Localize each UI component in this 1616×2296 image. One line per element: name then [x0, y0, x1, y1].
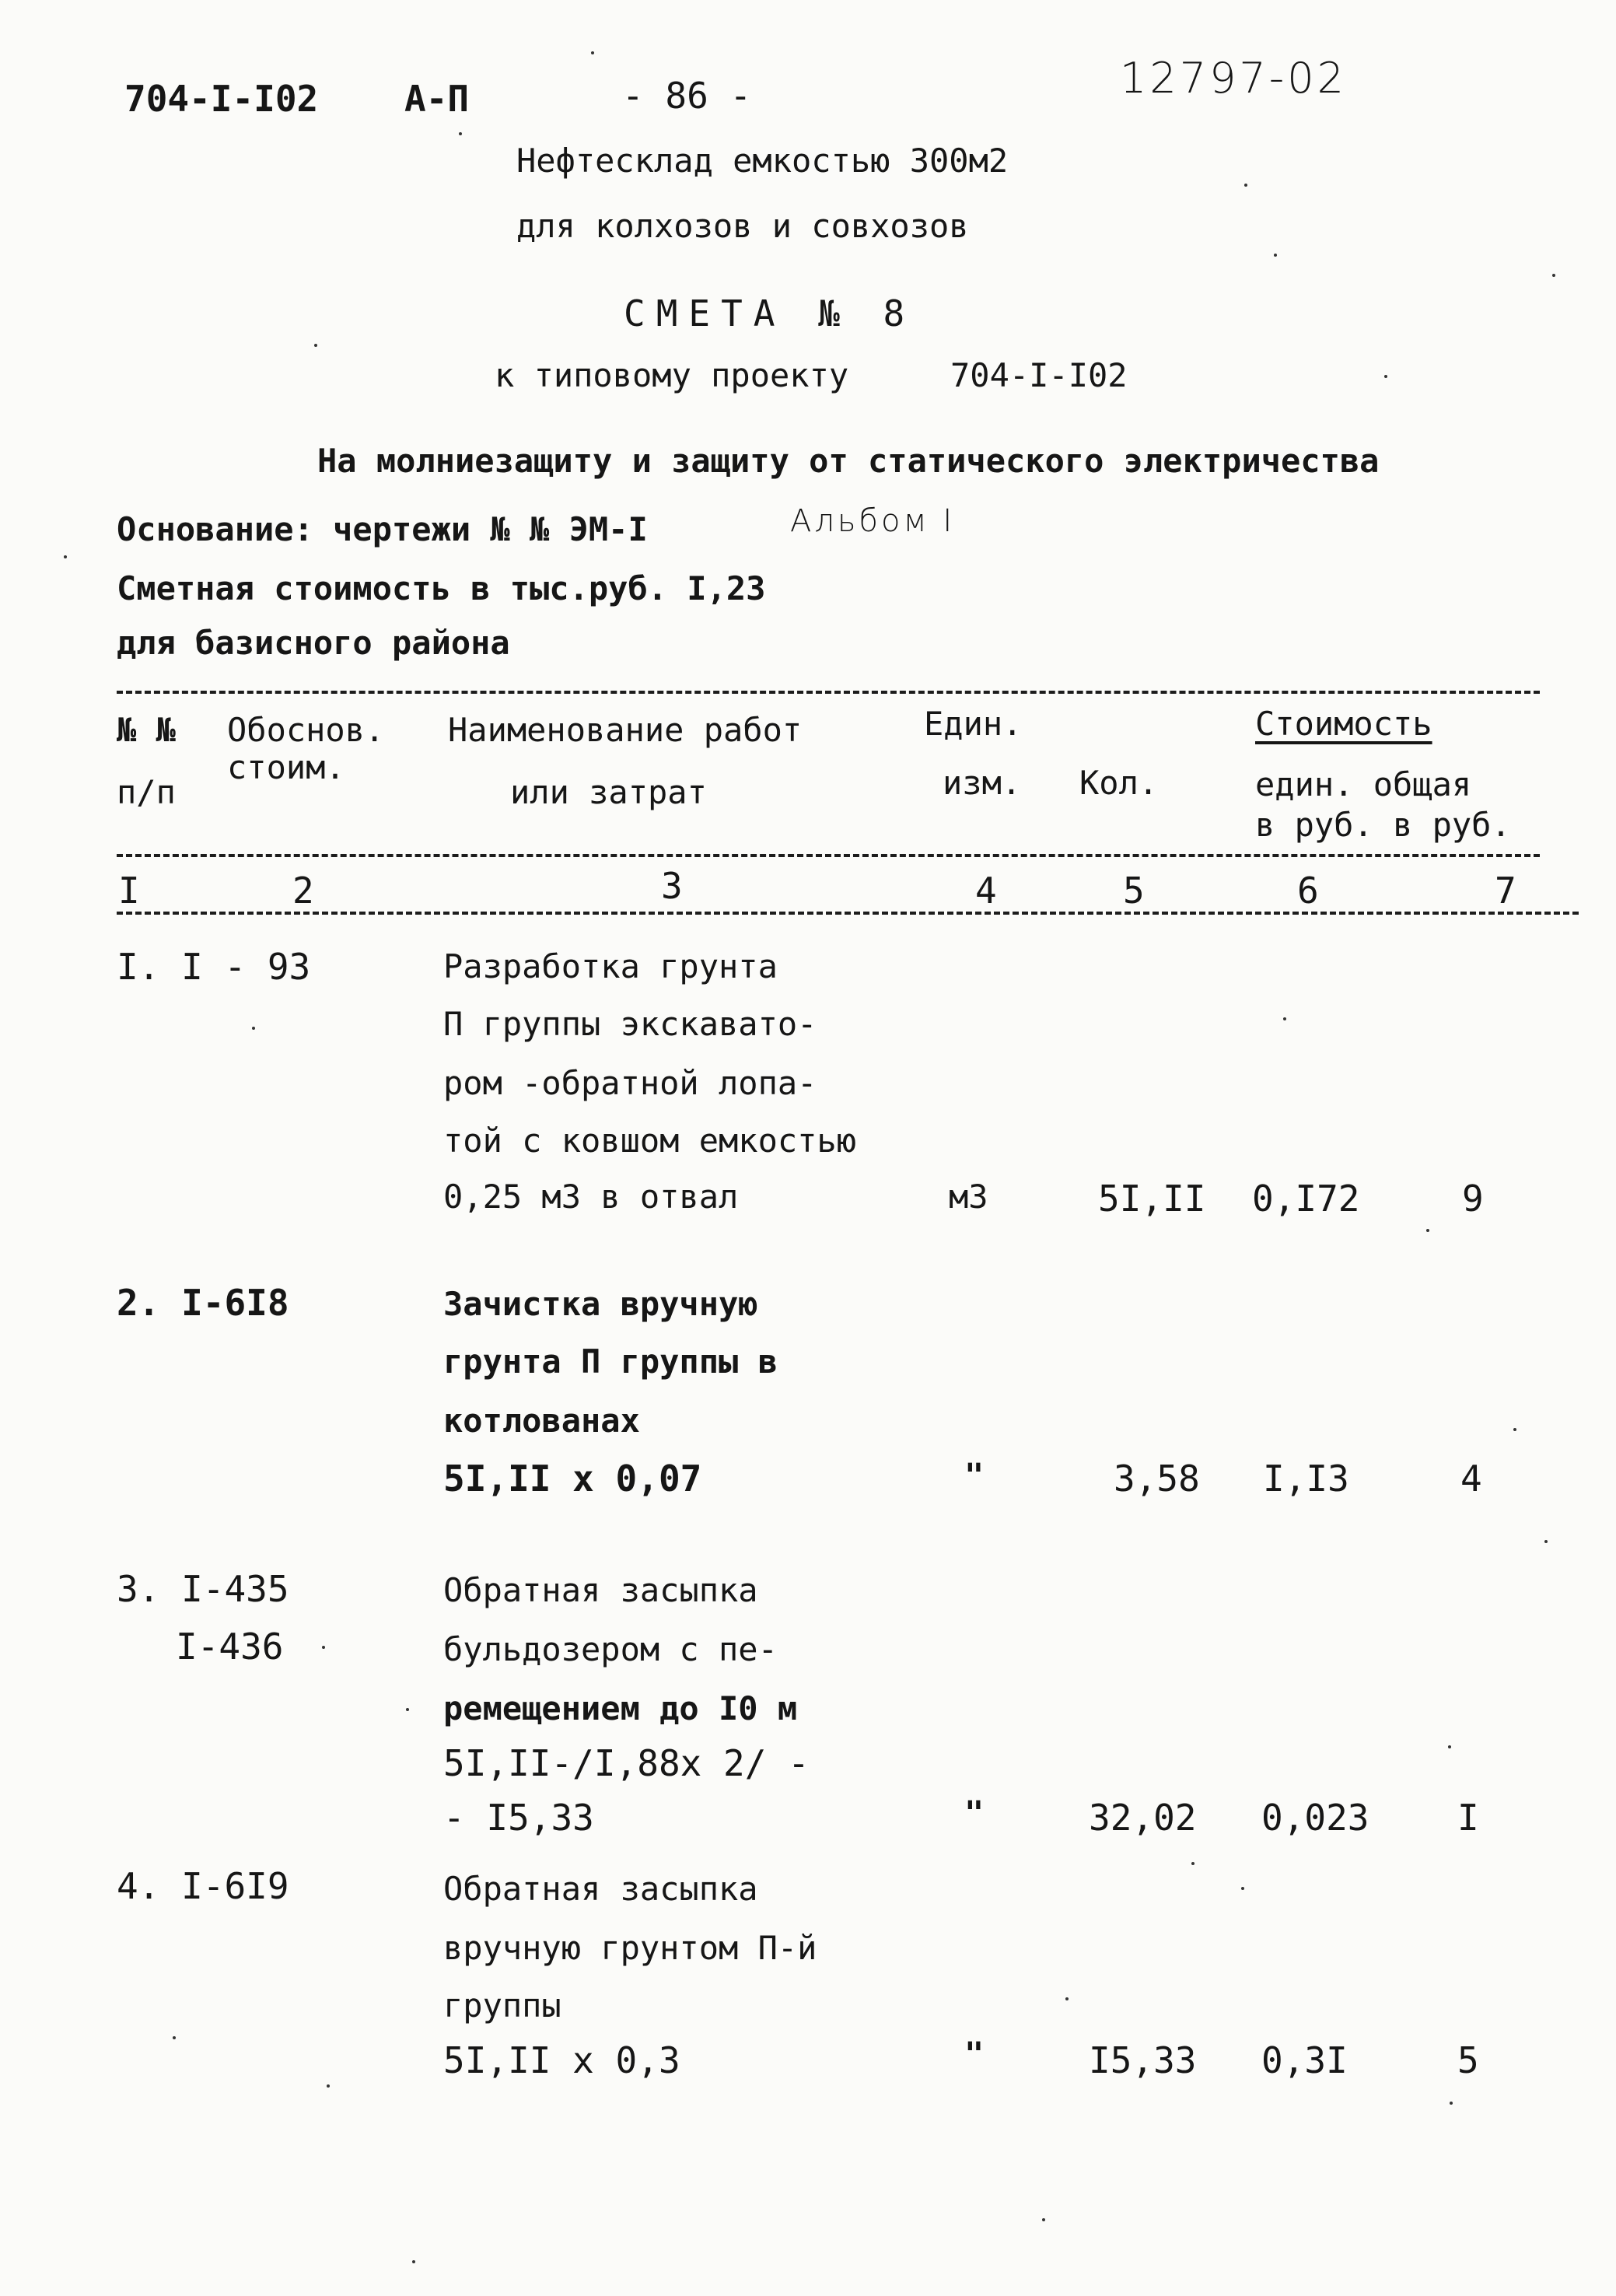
col-number-3: 3 [661, 865, 683, 907]
row-3-basis-extra: I-436 [176, 1626, 284, 1668]
col-cost-header: Стоимость [1255, 705, 1432, 743]
row-1-desc-2: П группы экскавато- [443, 1005, 817, 1043]
row-1-unit: м3 [949, 1178, 988, 1216]
scan-speck [1241, 1887, 1244, 1890]
object-line-1: Нефтесклад емкостью 300м2 [516, 142, 1009, 180]
row-1-desc-1: Разработка грунта [443, 947, 778, 985]
scan-speck [1042, 2218, 1045, 2221]
scan-speck [406, 1708, 409, 1711]
row-1-desc-4: той с ковшом емкостью [443, 1122, 857, 1160]
scan-speck [591, 51, 594, 54]
row-4-desc-2: вручную грунтом П-й [443, 1929, 817, 1967]
scan-speck [327, 2084, 330, 2088]
col-num-header-1: № № [117, 711, 176, 749]
row-2-desc-3: котлованах [443, 1402, 640, 1440]
scan-speck [252, 1027, 255, 1030]
project-code: 704-I-I02 [950, 356, 1128, 394]
row-3-unit-cost: 0,023 [1261, 1797, 1369, 1839]
scan-speck [64, 555, 67, 558]
row-1-desc-5: 0,25 м3 в отвал [443, 1178, 739, 1216]
col-number-5: 5 [1123, 870, 1145, 912]
col-qty-header: Кол. [1079, 764, 1159, 802]
scan-speck [314, 344, 317, 347]
row-2-unit-cost: I,I3 [1263, 1458, 1349, 1500]
page-number: - 86 - [622, 75, 752, 117]
document-code: 704-I-I02 [124, 78, 319, 120]
project-prefix: к типовому проекту [495, 356, 849, 394]
scan-speck [1384, 375, 1387, 378]
scan-speck [1448, 1745, 1451, 1748]
col-basis-header-2: стоим. [227, 748, 345, 786]
scan-speck [1513, 1428, 1516, 1431]
col-number-4: 4 [975, 870, 997, 912]
scan-speck [1552, 274, 1555, 277]
column-numbers-rule [117, 912, 1579, 915]
row-4-total: 5 [1457, 2039, 1479, 2081]
row-2-desc-1: Зачистка вручную [443, 1285, 758, 1323]
row-3-desc-1: Обратная засыпка [443, 1571, 758, 1609]
inventory-number: 12797-02 [1120, 54, 1347, 103]
col-number-1: I [118, 870, 140, 912]
row-1-qty: 5I,II [1098, 1178, 1206, 1220]
row-4-desc-1: Обратная засыпка [443, 1870, 758, 1908]
row-4-unit-cost: 0,3I [1261, 2039, 1348, 2081]
scan-speck [1065, 1997, 1069, 2000]
row-2-desc-4: 5I,II х 0,07 [443, 1458, 702, 1500]
col-unit-header-1: Един. [924, 705, 1023, 743]
row-3-desc-3: ремещением до I0 м [443, 1689, 798, 1727]
row-3-qty: 32,02 [1089, 1797, 1197, 1839]
scan-speck [1283, 1017, 1286, 1020]
smeta-subject: На молниезащиту и защиту от статического электричества [317, 442, 1380, 480]
row-3-desc-4: 5I,II-/I,88х 2/ - [443, 1742, 810, 1784]
row-4-desc-4: 5I,II х 0,3 [443, 2039, 680, 2081]
col-cost-header-2: в руб. в руб. [1255, 806, 1511, 844]
table-mid-rule [117, 854, 1540, 857]
row-4-number-basis: 4. I-6I9 [117, 1865, 289, 1907]
scan-speck [1450, 2102, 1453, 2105]
scan-speck [1426, 1229, 1429, 1232]
basis-label: Основание: чертежи № № ЭМ-I [117, 510, 648, 548]
col-number-7: 7 [1495, 870, 1516, 912]
col-name-header-2: или затрат [510, 773, 707, 811]
scan-speck [173, 2036, 176, 2039]
row-2-desc-2: грунта П группы в [443, 1342, 778, 1381]
scan-speck [412, 2260, 415, 2263]
col-basis-header-1: Обоснов. [227, 711, 385, 749]
row-2-unit: " [964, 1456, 985, 1494]
row-1-total: 9 [1462, 1178, 1484, 1220]
table-top-rule [117, 691, 1540, 694]
col-number-2: 2 [292, 870, 314, 912]
row-2-total: 4 [1460, 1458, 1482, 1500]
row-3-desc-5: - I5,33 [443, 1797, 594, 1839]
row-1-desc-3: ром -обратной лопа- [443, 1064, 817, 1102]
object-line-2: для колхозов и совхозов [516, 207, 969, 245]
region-line: для базисного района [117, 624, 510, 662]
row-3-unit: " [964, 1794, 985, 1832]
row-2-number-basis: 2. I-6I8 [117, 1282, 289, 1324]
col-name-header-1: Наименование работ [448, 711, 803, 749]
scan-speck [1191, 1862, 1195, 1865]
smeta-title: СМЕТА № 8 [624, 292, 916, 334]
row-2-qty: 3,58 [1114, 1458, 1200, 1500]
estimated-cost-line: Сметная стоимость в тыс.руб. I,23 [117, 569, 766, 607]
col-unit-header-2: изм. [943, 764, 1022, 802]
row-4-desc-3: группы [443, 1986, 561, 2025]
scan-speck [1274, 254, 1277, 257]
col-num-header-2: п/п [117, 773, 176, 811]
row-3-total: I [1457, 1797, 1479, 1839]
scan-speck [1244, 184, 1247, 187]
row-4-unit: " [964, 2035, 985, 2073]
col-number-6: 6 [1297, 870, 1319, 912]
album-note: Альбом I [790, 503, 956, 539]
sheet-mark: А-П [404, 78, 470, 120]
row-1-number-basis: I. I - 93 [117, 946, 311, 988]
scan-speck [1544, 1540, 1548, 1543]
row-3-number-basis: 3. I-435 [117, 1568, 289, 1610]
col-cost-header-1: един. общая [1255, 765, 1472, 803]
row-3-desc-2: бульдозером с пе- [443, 1630, 778, 1668]
row-1-unit-cost: 0,I72 [1252, 1178, 1360, 1220]
scan-speck [322, 1646, 325, 1649]
row-4-qty: I5,33 [1089, 2039, 1197, 2081]
scan-speck [459, 132, 462, 135]
